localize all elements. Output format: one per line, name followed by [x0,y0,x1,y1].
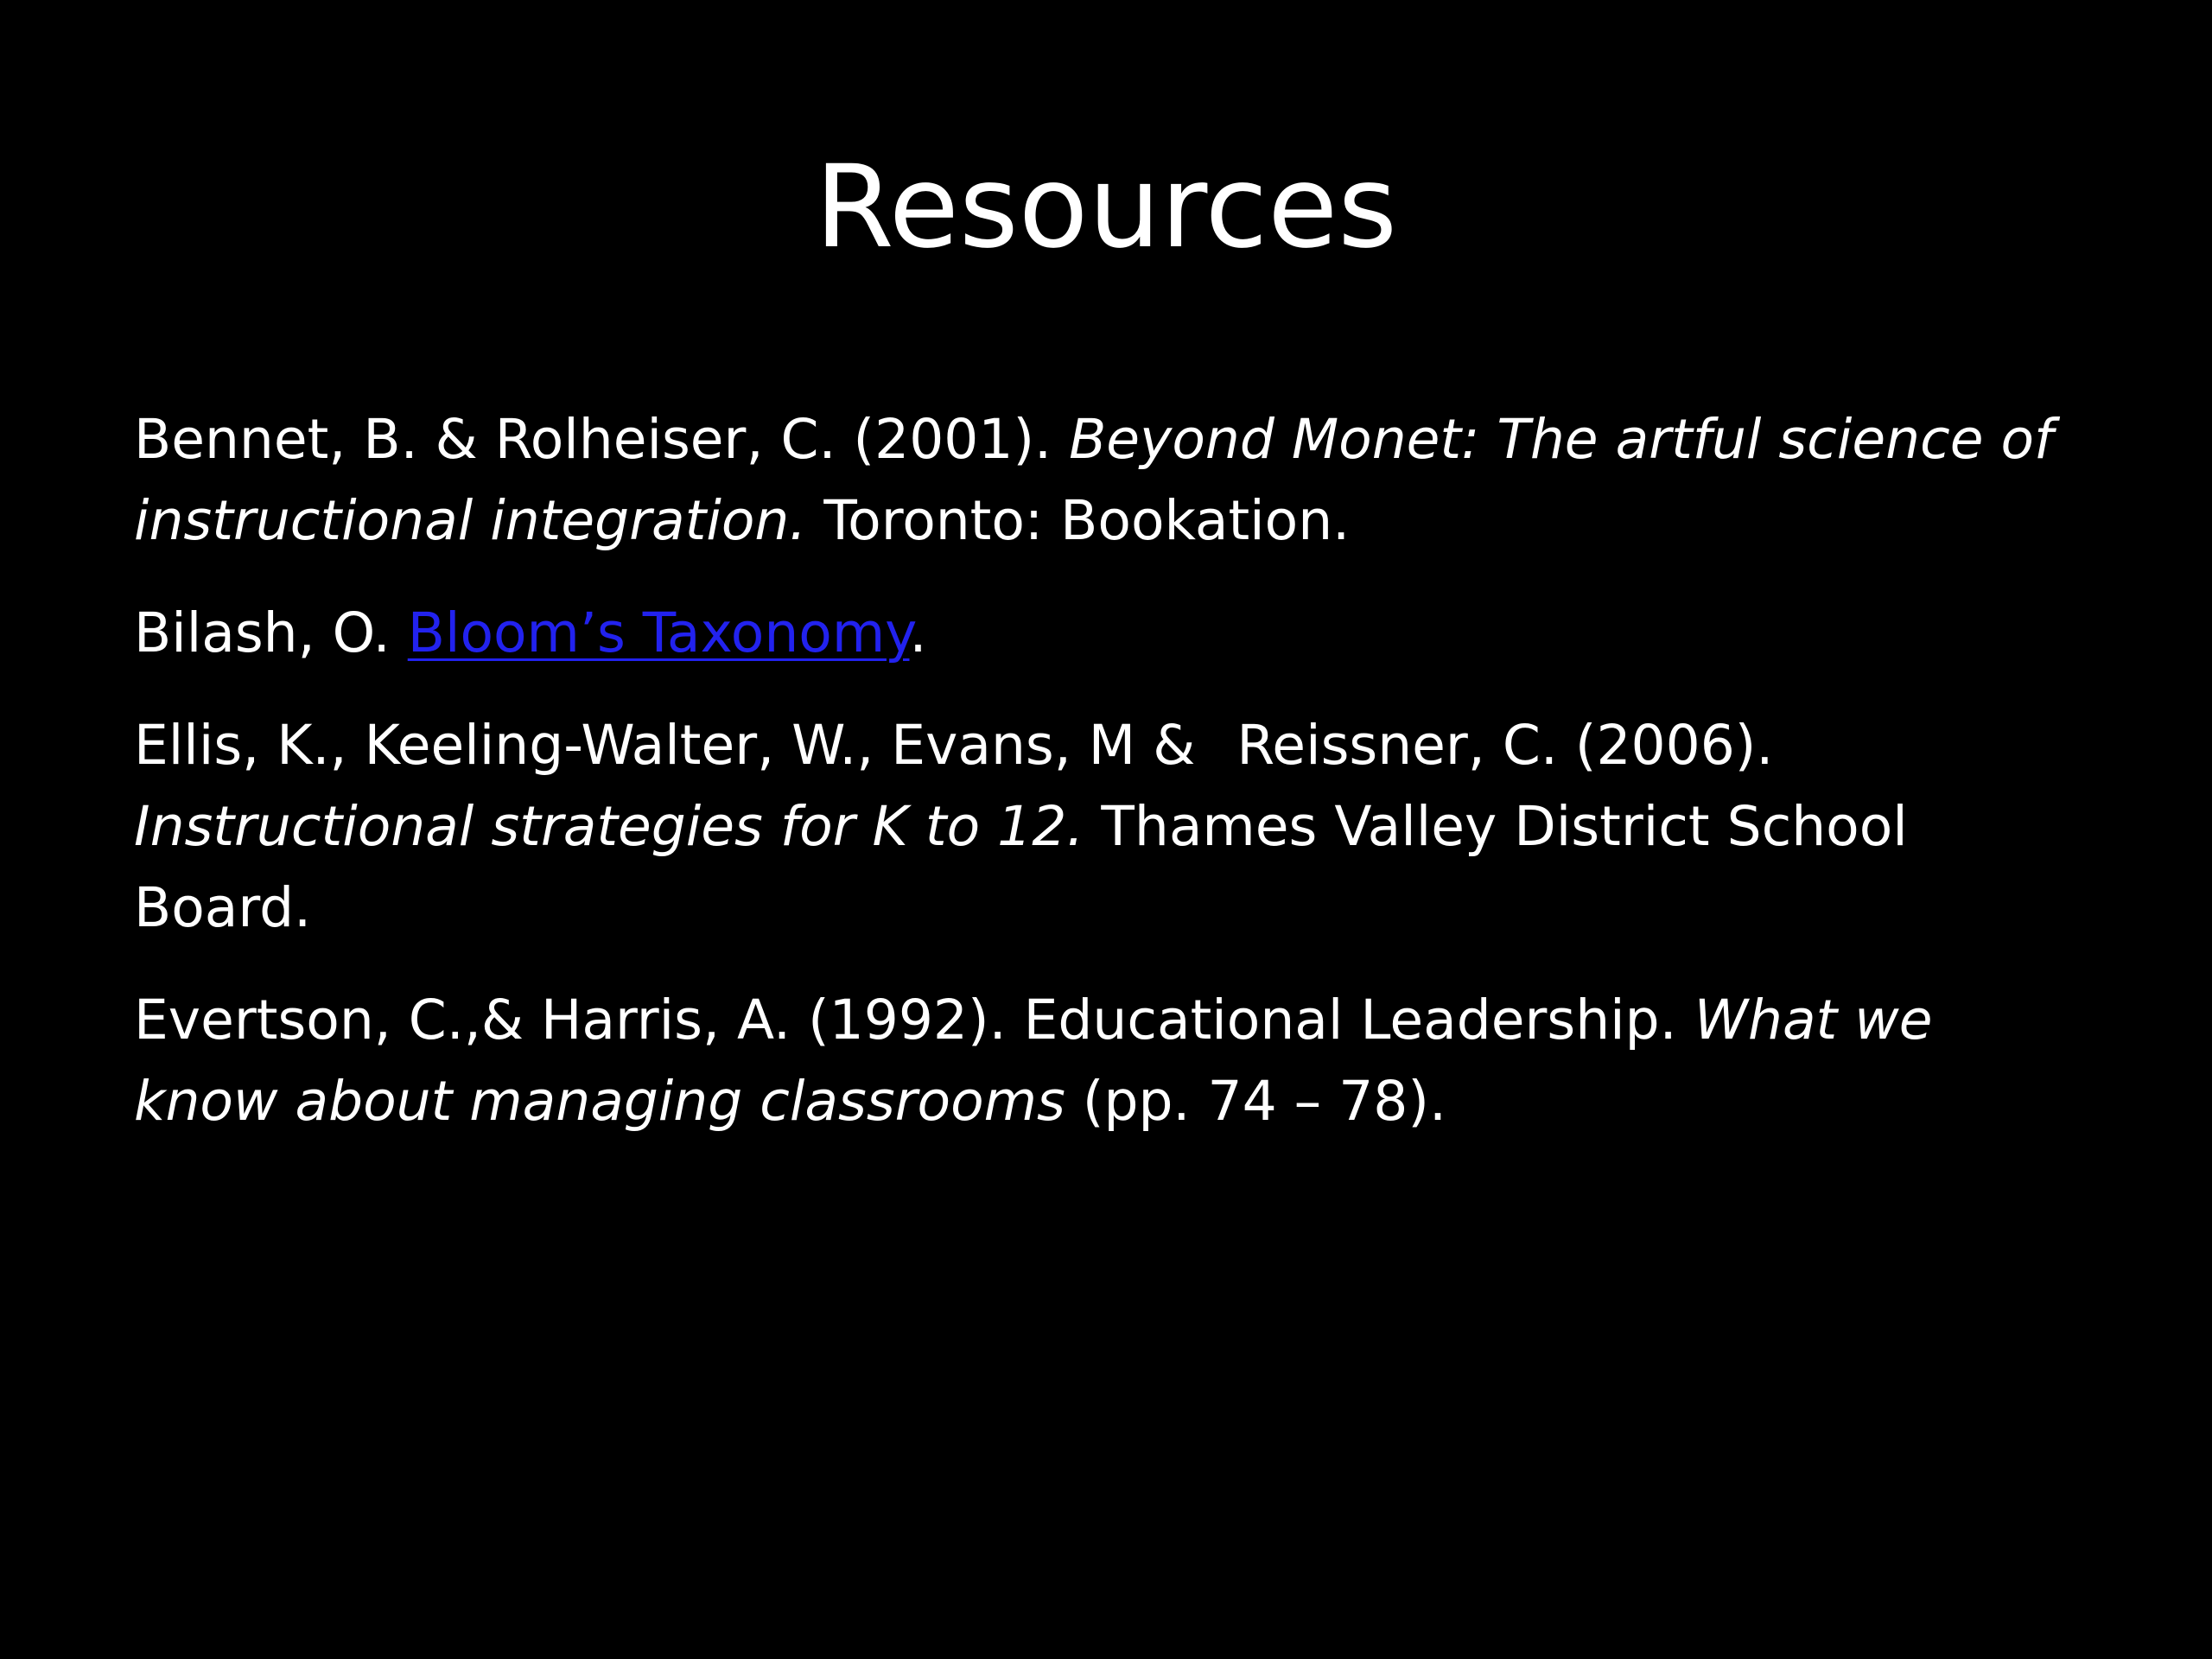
reference-title: Beyond Monet: The artful science of instructional integration. [134,408,2054,552]
reference-publisher: Thames Valley District School Board. [134,795,1908,939]
reference-authors: Bilash, O. [134,601,408,664]
reference-item-evertson [134,980,1983,1142]
reference-title: Instructional strategies for K to 12. [134,795,1084,858]
slide-title: Resources [814,141,1398,274]
reference-list [134,399,2104,1142]
reference-item-ellis [134,705,1948,949]
reference-authors-cont: Reissner, C. (2006). [1236,714,1774,777]
reference-publisher: Toronto: Bookation. [806,489,1351,552]
reference-item-bilash [134,593,2104,674]
reference-item-bennet [134,399,2069,562]
reference-pages: (pp. 74 – 78). [1065,1070,1446,1133]
blooms-taxonomy-link[interactable]: Bloom’s Taxonomy [407,601,910,664]
reference-authors: Bennet, B. & Rolheiser, C. (2001). [134,408,1070,471]
reference-title: What we know about managing classrooms [134,988,1933,1133]
reference-punctuation: . [909,601,927,664]
reference-authors: Ellis, K., Keeling-Walter, W., Evans, M & [134,714,1196,777]
reference-authors: Evertson, C.,& Harris, A. (1992). Educational Leadership. [134,988,1694,1052]
